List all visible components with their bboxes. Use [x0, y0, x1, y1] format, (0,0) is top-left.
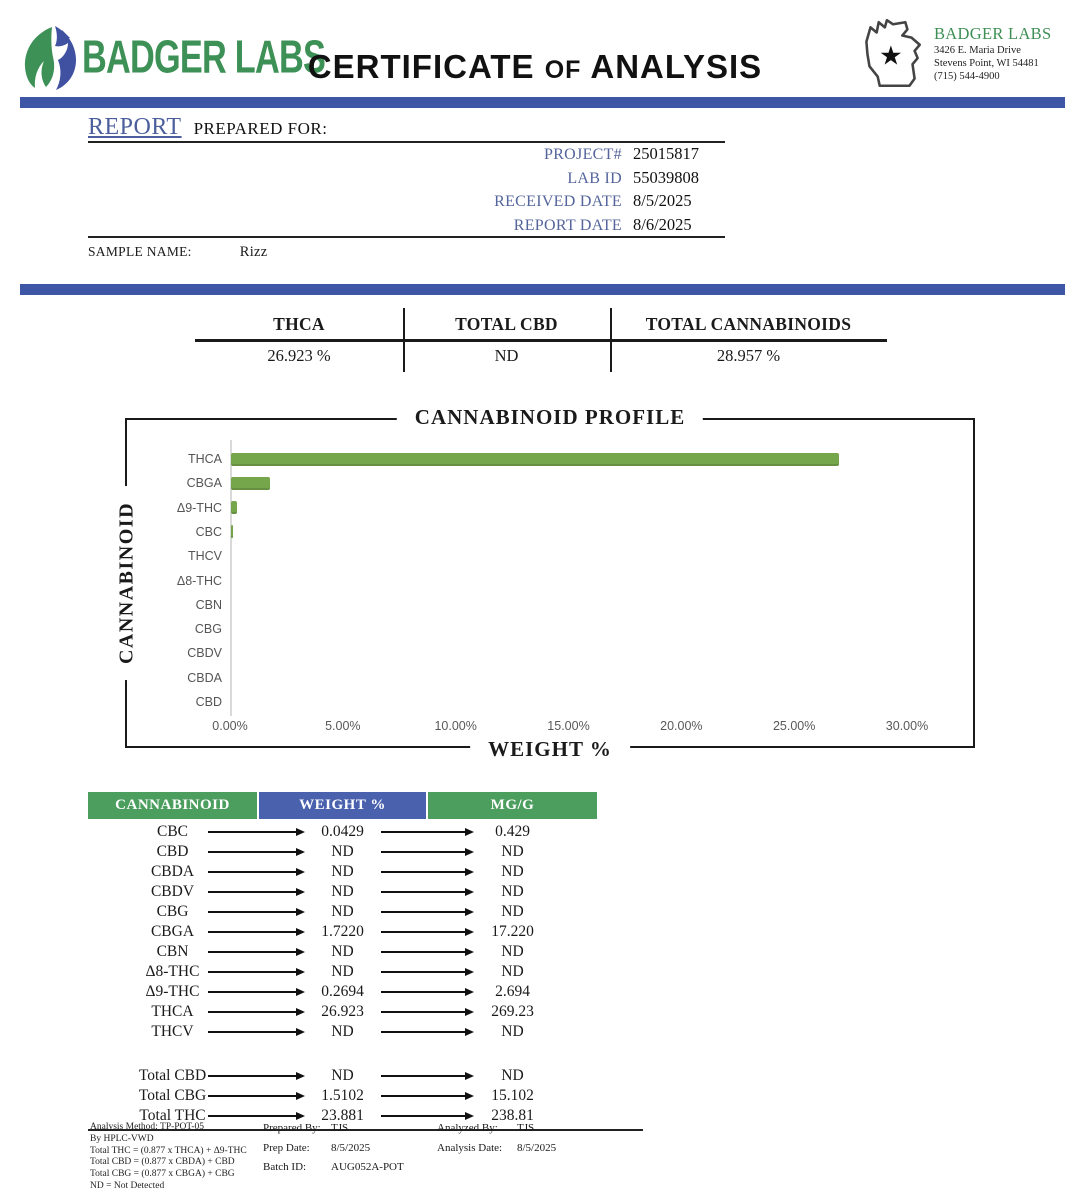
- report-field-label: REPORT DATE: [513, 216, 622, 234]
- footer-note-line: By HPLC-VWD: [90, 1133, 154, 1144]
- arrow-icon: [381, 951, 465, 953]
- analyte-name: CBN: [156, 943, 189, 960]
- arrow-icon: [381, 971, 465, 973]
- results-table: [88, 792, 597, 1131]
- analyte-name: CBD: [156, 843, 189, 860]
- sample-name-label: SAMPLE NAME:: [88, 244, 192, 259]
- footer-note-line: Total CBG = (0.877 x CBGA) + CBG: [90, 1169, 235, 1180]
- analyte-name: Δ9-THC: [145, 983, 200, 1000]
- chart-bar: [231, 453, 839, 466]
- weight-percent-value: 26.923: [321, 1003, 364, 1020]
- table-row: [88, 902, 597, 922]
- mg-per-g-value: ND: [501, 863, 524, 880]
- lab-address-line2: Stevens Point, WI 54481: [934, 58, 1039, 69]
- chart-category-label: Δ8-THC: [176, 573, 222, 588]
- footer-note-line: Analysis Method: TP-POT-05: [90, 1122, 205, 1132]
- title-word-of: OF: [544, 56, 582, 84]
- weight-percent-value: ND: [331, 963, 354, 980]
- footer-field-label: Analysis Date:: [437, 1141, 503, 1154]
- summary-column-header: THCA: [273, 313, 325, 334]
- mg-per-g-value: 269.23: [491, 1003, 534, 1020]
- arrow-icon: [381, 1031, 465, 1033]
- arrow-icon: [208, 1115, 296, 1117]
- analyte-name: Δ8-THC: [145, 963, 200, 980]
- mg-per-g-value: 15.102: [491, 1087, 534, 1104]
- results-table-totals: [88, 1066, 597, 1126]
- report-field-row: [88, 168, 725, 192]
- arrow-icon: [381, 1075, 465, 1077]
- arrow-icon: [208, 991, 296, 993]
- prepared-for-label: PREPARED FOR:: [193, 119, 328, 138]
- analyte-name: Total CBD: [138, 1067, 207, 1084]
- report-field-label: PROJECT#: [544, 146, 622, 163]
- wisconsin-map-icon: [850, 12, 932, 96]
- lab-address-text: [934, 12, 1051, 96]
- arrow-icon: [208, 1011, 296, 1013]
- arrow-icon: [208, 1075, 296, 1077]
- chart-x-tick-label: 15.00%: [547, 719, 590, 733]
- results-table-body: [88, 822, 597, 1042]
- mg-per-g-value: ND: [501, 1023, 524, 1040]
- chart-category-label: CBDV: [187, 646, 222, 661]
- chart-x-tick-label: 10.00%: [434, 719, 477, 733]
- table-row: [88, 882, 597, 902]
- lab-phone: (715) 544-4900: [934, 71, 1000, 82]
- page-title: [285, 48, 785, 86]
- weight-percent-value: ND: [331, 863, 354, 880]
- arrow-icon: [208, 951, 296, 953]
- footer-field-value: AUG052A-POT: [331, 1161, 404, 1173]
- chart-category-label: CBD: [195, 695, 222, 709]
- table-row: [88, 842, 597, 862]
- weight-percent-value: ND: [331, 943, 354, 960]
- footer-field-row: [263, 1161, 404, 1173]
- chart-y-axis-label: CANNABINOID: [116, 486, 139, 680]
- sample-name-value: Rizz: [239, 244, 268, 260]
- table-row: [88, 1086, 597, 1106]
- weight-percent-value: 1.7220: [321, 923, 364, 940]
- weight-percent-value: ND: [331, 883, 354, 900]
- analyte-name: THCA: [151, 1003, 194, 1020]
- report-rule-top: [88, 141, 725, 143]
- summary-column-value: 26.923 %: [267, 346, 331, 365]
- report-field-label: LAB ID: [567, 169, 622, 187]
- footer-field-label: Batch ID:: [263, 1161, 307, 1173]
- table-row: [88, 1022, 597, 1042]
- footer-field-value: 8/5/2025: [517, 1141, 557, 1154]
- report-word: REPORT: [88, 114, 182, 140]
- mg-per-g-value: 2.694: [495, 983, 530, 1000]
- chart-category-label: CBDA: [187, 670, 222, 685]
- report-field-label: RECEIVED DATE: [494, 193, 622, 210]
- analyte-name: THCV: [151, 1023, 194, 1040]
- arrow-icon: [208, 871, 296, 873]
- footer-analysis-info: [437, 1122, 556, 1161]
- results-column-header: MG/G: [428, 792, 597, 819]
- chart-x-tick-label: 5.00%: [325, 719, 361, 733]
- chart-x-tick-label: 20.00%: [660, 719, 703, 733]
- report-field-value: 25015817: [633, 144, 699, 163]
- results-table-gap: [88, 1042, 597, 1063]
- report-rule-bottom: [88, 236, 725, 238]
- mg-per-g-value: ND: [501, 883, 524, 900]
- arrow-icon: [381, 1011, 465, 1013]
- chart-title: CANNABINOID PROFILE: [397, 405, 703, 430]
- chart-category-label: CBC: [195, 524, 222, 539]
- results-column-header: WEIGHT %: [257, 792, 428, 819]
- title-word-analysis: ANALYSIS: [590, 48, 763, 85]
- summary-column-value: 28.957 %: [716, 346, 781, 365]
- chart-category-label: CBGA: [186, 476, 222, 491]
- mg-per-g-value: ND: [501, 943, 524, 960]
- chart-bar: [231, 477, 270, 490]
- mg-per-g-value: 0.429: [495, 823, 530, 840]
- footer-field-value: TJS: [517, 1122, 535, 1134]
- arrow-icon: [381, 931, 465, 933]
- divider-bar-top: [20, 97, 1065, 108]
- chart-x-tick-label: 30.00%: [885, 719, 929, 733]
- report-field-value: 8/6/2025: [633, 214, 692, 234]
- chart-category-label: THCA: [187, 452, 222, 466]
- sample-name-row: [88, 244, 268, 261]
- star-icon: ★: [879, 40, 903, 71]
- summary-horizontal-line: [195, 339, 887, 342]
- results-column-header: CANNABINOID: [88, 792, 257, 819]
- mg-per-g-value: 17.220: [491, 923, 534, 940]
- footer-field-row: [437, 1122, 556, 1134]
- weight-percent-value: ND: [331, 843, 354, 860]
- weight-percent-value: ND: [331, 903, 354, 920]
- results-table-header: [88, 792, 597, 819]
- cannabinoid-profile-chart: [115, 405, 975, 761]
- report-field-value: 55039808: [633, 167, 699, 187]
- arrow-icon: [208, 891, 296, 893]
- table-row: [88, 922, 597, 942]
- footer-field-label: Prep Date:: [263, 1141, 310, 1154]
- lab-name: BADGER LABS: [934, 24, 1052, 43]
- arrow-icon: [208, 931, 296, 933]
- mg-per-g-value: 238.81: [491, 1107, 534, 1124]
- weight-percent-value: 1.5102: [321, 1087, 364, 1104]
- arrow-icon: [381, 1095, 465, 1097]
- table-row: [88, 1066, 597, 1086]
- arrow-icon: [381, 911, 465, 913]
- arrow-icon: [381, 871, 465, 873]
- chart-category-label: CBG: [194, 622, 222, 637]
- analyte-name: CBDV: [150, 883, 195, 900]
- report-field-value: 8/5/2025: [633, 191, 692, 210]
- arrow-icon: [208, 911, 296, 913]
- analyte-name: CBC: [156, 823, 188, 840]
- analyte-name: CBG: [156, 903, 189, 920]
- weight-percent-value: 0.2694: [321, 983, 364, 1000]
- arrow-icon: [208, 1095, 296, 1097]
- leaf-icon: [18, 24, 82, 92]
- arrow-icon: [381, 851, 465, 853]
- footer-note-line: Total THC = (0.877 x THCA) + Δ9-THC: [90, 1145, 247, 1156]
- arrow-icon: [208, 831, 296, 833]
- summary-column-header: TOTAL CANNABINOIDS: [645, 313, 852, 334]
- table-row: [88, 962, 597, 982]
- analyte-name: CBDA: [150, 863, 195, 880]
- arrow-icon: [208, 1031, 296, 1033]
- arrow-icon: [208, 971, 296, 973]
- footer-field-label: Analyzed By:: [437, 1122, 498, 1134]
- chart-x-axis-label: WEIGHT %: [470, 737, 630, 762]
- weight-percent-value: 0.0429: [321, 823, 364, 840]
- chart-category-label: Δ9-THC: [176, 500, 222, 515]
- footer-field-label: Prepared By:: [263, 1122, 321, 1134]
- footer-field-row: [263, 1142, 404, 1154]
- summary-divider-1: [403, 308, 405, 372]
- chart-x-tick-label: 0.00%: [212, 719, 248, 733]
- summary-table: [195, 308, 887, 372]
- chart-x-tick-label: 25.00%: [772, 719, 816, 733]
- report-field-row: [88, 191, 725, 215]
- summary-header-row: [195, 308, 887, 340]
- arrow-icon: [381, 1115, 465, 1117]
- mg-per-g-value: ND: [501, 903, 524, 920]
- table-row: [88, 1002, 597, 1022]
- chart-bar: [231, 525, 233, 538]
- mg-per-g-value: ND: [501, 1067, 524, 1084]
- report-heading: [88, 114, 327, 141]
- table-row: [88, 942, 597, 962]
- mg-per-g-value: ND: [501, 963, 524, 980]
- arrow-icon: [381, 891, 465, 893]
- summary-value-row: [195, 340, 887, 372]
- arrow-icon: [208, 851, 296, 853]
- chart-bar: [231, 501, 237, 514]
- footer-field-row: [263, 1122, 404, 1134]
- analyte-name: Total THC: [139, 1107, 206, 1124]
- report-fields: [88, 144, 725, 238]
- weight-percent-value: ND: [331, 1067, 354, 1084]
- mg-per-g-value: ND: [501, 843, 524, 860]
- weight-percent-value: 23.881: [321, 1107, 364, 1124]
- footer-note-line: ND = Not Detected: [90, 1180, 165, 1191]
- table-row: [88, 982, 597, 1002]
- summary-column-value: ND: [494, 346, 519, 365]
- chart-category-label: THCV: [187, 549, 222, 564]
- title-word-certificate: CERTIFICATE: [307, 48, 535, 85]
- table-row: [88, 822, 597, 842]
- footer-note-line: Total CBD = (0.877 x CBDA) + CBD: [90, 1157, 235, 1168]
- arrow-icon: [381, 991, 465, 993]
- footer-field-value: 8/5/2025: [331, 1141, 371, 1154]
- analyte-name: CBGA: [150, 923, 195, 940]
- lab-address-block: [850, 12, 1075, 96]
- summary-divider-2: [610, 308, 612, 372]
- footer-field-value: TJS: [331, 1122, 349, 1134]
- lab-address-line1: 3426 E. Maria Drive: [934, 45, 1021, 56]
- table-row: [88, 862, 597, 882]
- footer-field-row: [437, 1142, 556, 1154]
- footer-prep-info: [263, 1122, 404, 1181]
- divider-bar-middle: [20, 284, 1065, 295]
- analyte-name: Total CBG: [138, 1087, 207, 1104]
- report-field-row: [88, 144, 725, 168]
- logo-text: BADGER LABS: [82, 31, 326, 84]
- report-field-row: [88, 215, 725, 239]
- chart-category-label: CBN: [195, 597, 222, 612]
- arrow-icon: [381, 831, 465, 833]
- weight-percent-value: ND: [331, 1023, 354, 1040]
- summary-column-header: TOTAL CBD: [455, 313, 558, 334]
